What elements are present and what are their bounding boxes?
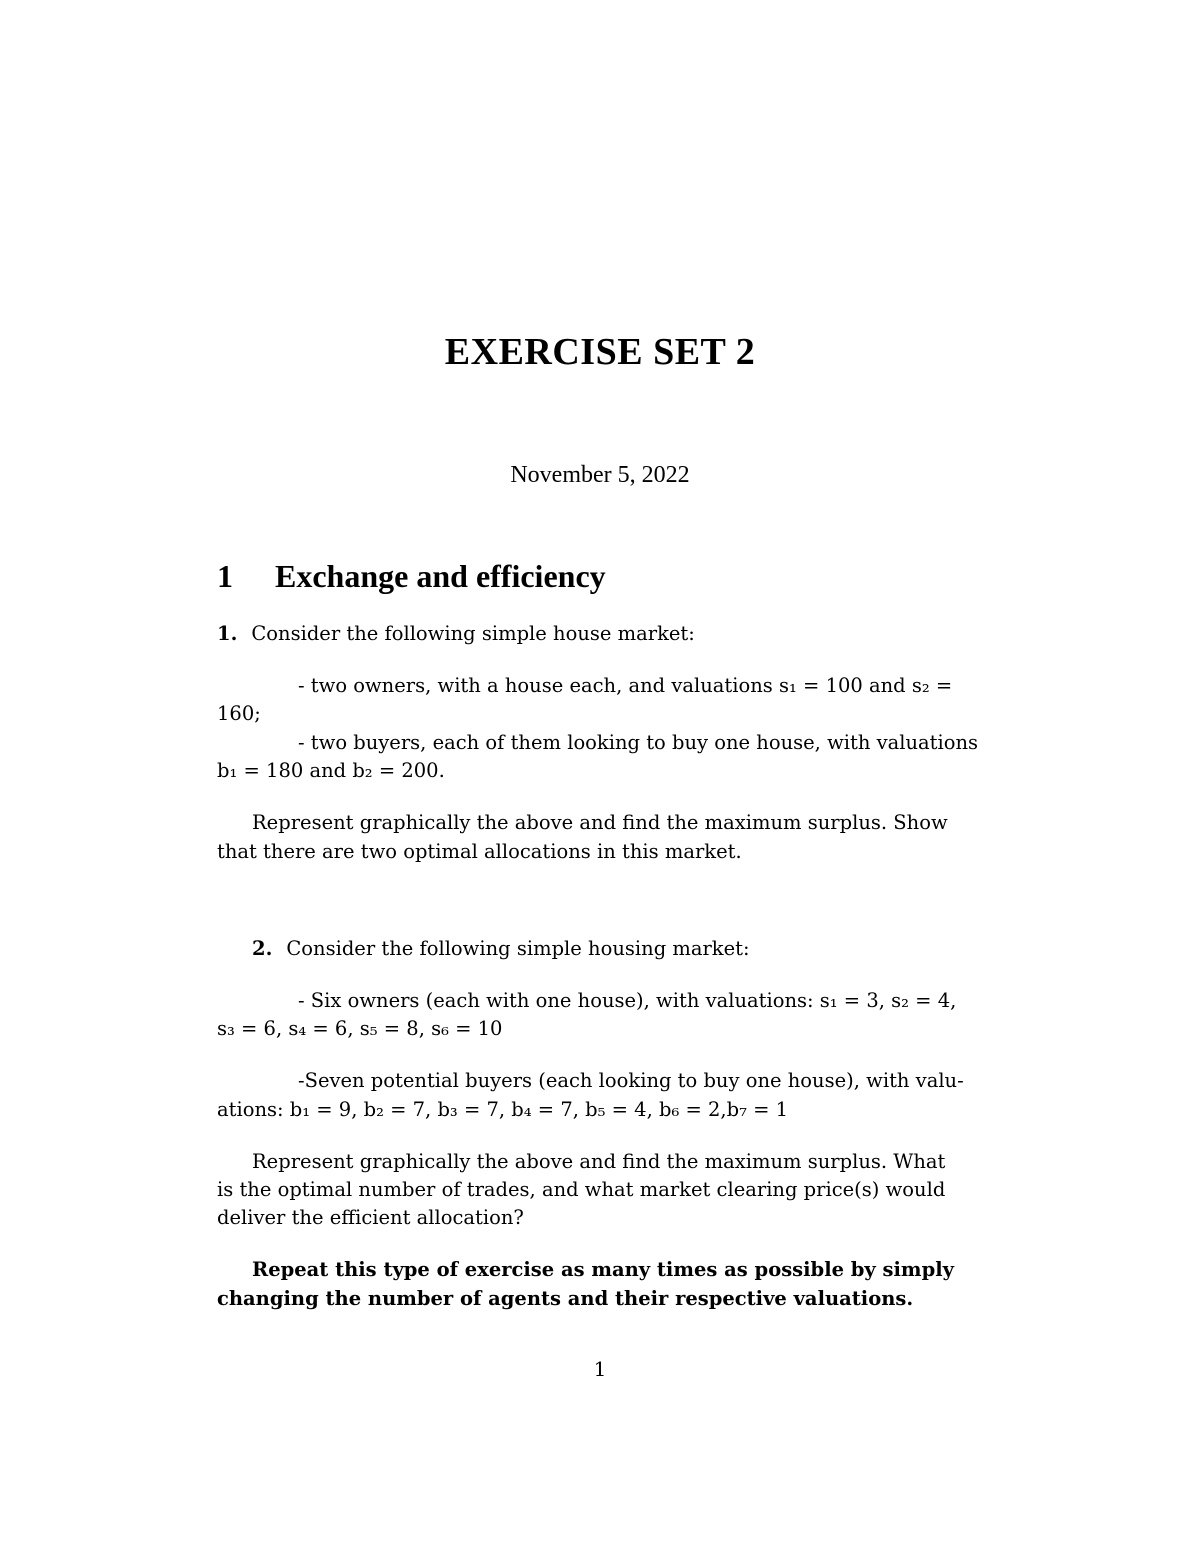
exercise-2-number: 2. — [252, 937, 273, 960]
exercise-2-task-line-2: is the optimal number of trades, and what market clearing price(s) would — [217, 1178, 946, 1201]
exercise-1-buyers-line-2: b₁ = 180 and b₂ = 200. — [217, 759, 445, 782]
exercise-2-owners-line-1: - Six owners (each with one house), with valuations: s₁ = 3, s₂ = 4, — [298, 989, 957, 1012]
exercise-2-intro — [252, 935, 750, 963]
exercise-1-intro-text: Consider the following simple house market: — [251, 622, 695, 645]
section-number: 1 — [217, 558, 233, 594]
exercise-1-buyers-line-1: - two buyers, each of them looking to buy one house, with valuations — [298, 731, 979, 754]
closing-line-1: Repeat this type of exercise as many times as possible by simply — [252, 1258, 954, 1281]
exercise-1-task-line-1: Represent graphically the above and find the maximum surplus. Show — [252, 811, 948, 834]
exercise-2-buyers-line-1: -Seven potential buyers (each looking to buy one house), with valu- — [298, 1069, 964, 1092]
exercise-1-task-line-2: that there are two optimal allocations in this market. — [217, 840, 742, 863]
exercise-2-buyers-line-2: ations: b₁ = 9, b₂ = 7, b₃ = 7, b₄ = 7, b₅ = 4, b₆ = 2,b₇ = 1 — [217, 1098, 789, 1121]
exercise-1-intro — [217, 620, 695, 648]
exercise-1-number: 1. — [217, 622, 238, 645]
page-number: 1 — [593, 1357, 607, 1381]
exercise-1-owners-line-2: 160; — [217, 702, 261, 725]
section-title: Exchange and efficiency — [275, 558, 606, 594]
exercise-2-owners-line-2: s₃ = 6, s₄ = 6, s₅ = 8, s₆ = 10 — [217, 1017, 503, 1040]
closing-line-2: changing the number of agents and their respective valuations. — [217, 1287, 914, 1310]
exercise-2-intro-text: Consider the following simple housing market: — [286, 937, 750, 960]
exercise-2-task-line-3: deliver the efficient allocation? — [217, 1206, 524, 1229]
exercise-1-owners-line-1: - two owners, with a house each, and valuations s₁ = 100 and s₂ = — [298, 674, 953, 697]
exercise-2-task-line-1: Represent graphically the above and find the maximum surplus. What — [252, 1150, 946, 1173]
page-title: EXERCISE SET 2 — [444, 331, 756, 373]
section-heading — [217, 558, 606, 595]
document-date: November 5, 2022 — [510, 462, 690, 488]
